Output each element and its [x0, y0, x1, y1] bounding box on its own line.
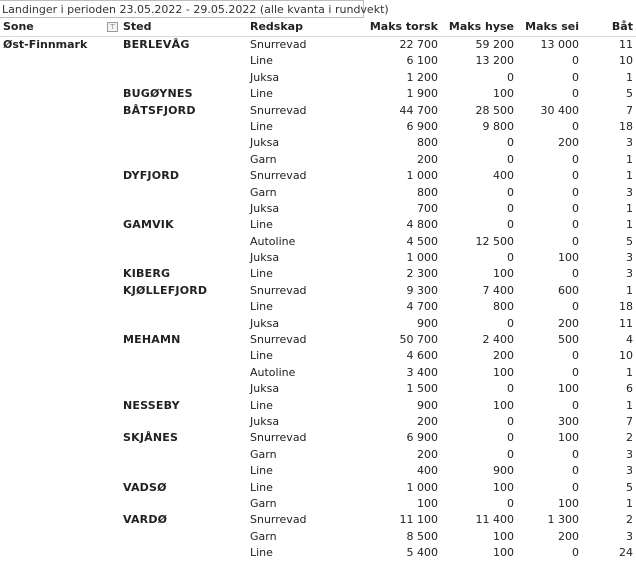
cell-maks-sei: 0: [572, 300, 579, 314]
cell-maks-torsk: 700: [417, 201, 438, 215]
cell-maks-sei: 0: [572, 398, 579, 412]
cell-sted: SKJÅNES: [123, 431, 179, 445]
table-row: [0, 365, 636, 381]
cell-maks-hyse: 0: [507, 447, 514, 461]
cell-maks-sei: 100: [558, 496, 579, 510]
cell-maks-sei: 0: [572, 169, 579, 183]
cell-bat: 1: [626, 218, 633, 232]
cell-bat: 1: [626, 201, 633, 215]
cell-maks-hyse: 900: [493, 464, 514, 478]
cell-redskap: Juksa: [250, 414, 280, 428]
table-row: [0, 430, 636, 446]
cell-maks-sei: 0: [572, 480, 579, 494]
cell-sted: MEHAMN: [123, 333, 181, 347]
cell-redskap: Juksa: [250, 136, 280, 150]
cell-maks-hyse: 800: [493, 300, 514, 314]
cell-bat: 1: [626, 365, 633, 379]
table-row: [0, 119, 636, 135]
cell-bat: 6: [626, 382, 633, 396]
cell-bat: 7: [626, 103, 633, 117]
table-row: [0, 152, 636, 168]
cell-redskap: Line: [250, 398, 273, 412]
cell-bat: 3: [626, 529, 633, 543]
table-row: [0, 103, 636, 119]
cell-redskap: Juksa: [250, 201, 280, 215]
cell-maks-hyse: 100: [493, 480, 514, 494]
cell-maks-torsk: 1 000: [406, 169, 438, 183]
cell-redskap: Line: [250, 480, 273, 494]
cell-maks-torsk: 6 100: [406, 54, 438, 68]
table-row: [0, 545, 636, 561]
cell-bat: 1: [626, 398, 633, 412]
column-header-maks-sei[interactable]: Maks sei: [525, 20, 579, 33]
cell-redskap: Garn: [250, 496, 277, 510]
cell-maks-sei: 200: [558, 316, 579, 330]
cell-maks-torsk: 6 900: [406, 119, 438, 133]
cell-maks-torsk: 2 300: [406, 267, 438, 281]
cell-maks-hyse: 0: [507, 185, 514, 199]
cell-maks-torsk: 50 700: [399, 333, 438, 347]
cell-redskap: Garn: [250, 529, 277, 543]
cell-maks-hyse: 7 400: [482, 283, 514, 297]
table-row: [0, 512, 636, 528]
cell-maks-torsk: 800: [417, 185, 438, 199]
cell-redskap: Line: [250, 119, 273, 133]
cell-maks-torsk: 8 500: [406, 529, 438, 543]
cell-maks-torsk: 22 700: [399, 38, 438, 51]
cell-redskap: Snurrevad: [250, 283, 307, 297]
cell-maks-torsk: 3 400: [406, 365, 438, 379]
cell-bat: 10: [619, 54, 633, 68]
table-row: [0, 53, 636, 69]
cell-maks-hyse: 11 400: [475, 513, 514, 527]
cell-maks-hyse: 2 400: [482, 333, 514, 347]
cell-redskap: Juksa: [250, 316, 280, 330]
cell-maks-sei: 100: [558, 431, 579, 445]
cell-maks-hyse: 0: [507, 201, 514, 215]
cell-bat: 1: [626, 496, 633, 510]
cell-sted: BERLEVÅG: [123, 38, 190, 51]
cell-redskap: Autoline: [250, 365, 296, 379]
cell-bat: 1: [626, 169, 633, 183]
cell-maks-hyse: 100: [493, 398, 514, 412]
cell-bat: 18: [619, 300, 633, 314]
cell-bat: 3: [626, 185, 633, 199]
cell-maks-sei: 200: [558, 136, 579, 150]
column-header-sted[interactable]: Sted: [123, 20, 152, 33]
cell-maks-sei: 0: [572, 70, 579, 84]
cell-bat: 3: [626, 267, 633, 281]
cell-bat: 7: [626, 414, 633, 428]
cell-bat: 5: [626, 234, 633, 248]
cell-sted: KJØLLEFJORD: [123, 283, 208, 297]
title-row: [0, 0, 636, 19]
cell-maks-sei: 100: [558, 251, 579, 265]
cell-bat: 1: [626, 70, 633, 84]
cell-maks-sei: 0: [572, 349, 579, 363]
cell-maks-hyse: 0: [507, 251, 514, 265]
cell-maks-sei: 200: [558, 529, 579, 543]
cell-maks-hyse: 0: [507, 382, 514, 396]
cell-redskap: Line: [250, 300, 273, 314]
table-row: [0, 496, 636, 512]
cell-maks-torsk: 9 300: [406, 283, 438, 297]
cell-sted: KIBERG: [123, 267, 171, 281]
filter-icon[interactable]: ⊤: [107, 22, 118, 32]
cell-maks-hyse: 100: [493, 267, 514, 281]
cell-maks-hyse: 200: [493, 349, 514, 363]
table-row: [0, 201, 636, 217]
cell-maks-sei: 500: [558, 333, 579, 347]
cell-maks-hyse: 0: [507, 316, 514, 330]
cell-bat: 3: [626, 464, 633, 478]
cell-redskap: Snurrevad: [250, 169, 307, 183]
cell-bat: 11: [619, 38, 633, 51]
table-row: [0, 86, 636, 102]
column-header-sone[interactable]: Sone: [3, 20, 34, 33]
cell-bat: 2: [626, 431, 633, 445]
cell-maks-sei: 0: [572, 464, 579, 478]
cell-maks-torsk: 1 000: [406, 251, 438, 265]
cell-sted: VADSØ: [123, 480, 167, 494]
cell-maks-sei: 100: [558, 382, 579, 396]
cell-bat: 5: [626, 480, 633, 494]
cell-bat: 18: [619, 119, 633, 133]
table-row: [0, 529, 636, 545]
cell-maks-hyse: 59 200: [475, 38, 514, 51]
title-cell: [0, 0, 389, 18]
cell-maks-hyse: 0: [507, 136, 514, 150]
cell-maks-torsk: 1 900: [406, 87, 438, 101]
cell-maks-hyse: 0: [507, 218, 514, 232]
column-header-maks-hyse[interactable]: Maks hyse: [448, 20, 514, 33]
cell-maks-hyse: 100: [493, 529, 514, 543]
cell-maks-torsk: 900: [417, 398, 438, 412]
cell-maks-torsk: 11 100: [399, 513, 438, 527]
cell-maks-torsk: 1 200: [406, 70, 438, 84]
cell-maks-torsk: 4 500: [406, 234, 438, 248]
cell-maks-sei: 0: [572, 234, 579, 248]
cell-bat: 2: [626, 513, 633, 527]
cell-maks-torsk: 4 600: [406, 349, 438, 363]
cell-maks-torsk: 5 400: [406, 546, 438, 560]
cell-maks-sei: 0: [572, 546, 579, 560]
cell-maks-torsk: 44 700: [399, 103, 438, 117]
cell-maks-sei: 0: [572, 218, 579, 232]
cell-maks-hyse: 12 500: [475, 234, 514, 248]
cell-maks-sei: 0: [572, 267, 579, 281]
cell-maks-sei: 0: [572, 365, 579, 379]
cell-redskap: Snurrevad: [250, 103, 307, 117]
table-row: [0, 480, 636, 496]
cell-maks-hyse: 100: [493, 365, 514, 379]
cell-redskap: Line: [250, 87, 273, 101]
cell-maks-torsk: 4 700: [406, 300, 438, 314]
cell-maks-hyse: 100: [493, 87, 514, 101]
cell-redskap: Snurrevad: [250, 333, 307, 347]
cell-maks-torsk: 1 500: [406, 382, 438, 396]
table-row: [0, 37, 636, 53]
table-row: [0, 316, 636, 332]
cell-redskap: Garn: [250, 152, 277, 166]
cell-bat: 5: [626, 87, 633, 101]
cell-bat: 3: [626, 447, 633, 461]
cell-redskap: Snurrevad: [250, 431, 307, 445]
cell-bat: 10: [619, 349, 633, 363]
cell-bat: 1: [626, 283, 633, 297]
cell-redskap: Juksa: [250, 251, 280, 265]
cell-sted: VARDØ: [123, 513, 168, 527]
table-row: [0, 70, 636, 86]
cell-sted: NESSEBY: [123, 398, 180, 412]
column-header-redskap[interactable]: Redskap: [250, 20, 303, 33]
cell-sone: Øst-Finnmark: [3, 38, 88, 51]
cell-sted: GAMVIK: [123, 218, 174, 232]
table-body: [0, 37, 636, 562]
cell-maks-hyse: 0: [507, 496, 514, 510]
cell-redskap: Line: [250, 546, 273, 560]
table-header: [0, 19, 636, 36]
cell-bat: 3: [626, 251, 633, 265]
cell-maks-sei: 0: [572, 54, 579, 68]
cell-maks-torsk: 200: [417, 152, 438, 166]
cell-maks-hyse: 400: [493, 169, 514, 183]
table-row: [0, 168, 636, 184]
cell-redskap: Garn: [250, 447, 277, 461]
cell-bat: 4: [626, 333, 633, 347]
cell-sted: DYFJORD: [123, 169, 180, 183]
cell-sted: BÅTSFJORD: [123, 103, 196, 117]
cell-redskap: Line: [250, 464, 273, 478]
table-row: [0, 398, 636, 414]
cell-maks-sei: 1 300: [547, 513, 579, 527]
cell-redskap: Juksa: [250, 70, 280, 84]
table-row: [0, 250, 636, 266]
table-row: [0, 381, 636, 397]
table-row: [0, 447, 636, 463]
cell-redskap: Snurrevad: [250, 38, 307, 51]
cell-maks-sei: 13 000: [540, 38, 579, 51]
cell-maks-hyse: 100: [493, 546, 514, 560]
table-row: [0, 266, 636, 282]
cell-maks-sei: 0: [572, 152, 579, 166]
cell-maks-torsk: 900: [417, 316, 438, 330]
cell-maks-hyse: 0: [507, 431, 514, 445]
cell-bat: 24: [619, 546, 633, 560]
cell-redskap: Snurrevad: [250, 513, 307, 527]
cell-redskap: Autoline: [250, 234, 296, 248]
cell-maks-torsk: 4 800: [406, 218, 438, 232]
table-row: [0, 463, 636, 479]
column-header-bat[interactable]: Båt: [611, 20, 633, 33]
cell-maks-sei: 600: [558, 283, 579, 297]
cell-maks-sei: 0: [572, 447, 579, 461]
cell-redskap: Line: [250, 54, 273, 68]
cell-bat: 1: [626, 152, 633, 166]
cell-redskap: Garn: [250, 185, 277, 199]
cell-redskap: Line: [250, 267, 273, 281]
cell-redskap: Juksa: [250, 382, 280, 396]
cell-maks-hyse: 28 500: [475, 103, 514, 117]
cell-maks-hyse: 13 200: [475, 54, 514, 68]
cell-maks-hyse: 0: [507, 414, 514, 428]
cell-maks-torsk: 200: [417, 447, 438, 461]
cell-maks-sei: 30 400: [540, 103, 579, 117]
cell-maks-torsk: 1 000: [406, 480, 438, 494]
cell-maks-torsk: 100: [417, 496, 438, 510]
table-row: [0, 299, 636, 315]
cell-maks-sei: 0: [572, 201, 579, 215]
cell-maks-torsk: 800: [417, 136, 438, 150]
cell-maks-sei: 0: [572, 119, 579, 133]
table-row: [0, 414, 636, 430]
table-row: [0, 283, 636, 299]
table-row: [0, 185, 636, 201]
cell-maks-torsk: 400: [417, 464, 438, 478]
table-row: [0, 332, 636, 348]
report-title: Landinger i perioden 23.05.2022 - 29.05.2022 (alle kvanta i rundvekt): [2, 3, 389, 16]
cell-maks-sei: 0: [572, 185, 579, 199]
table-row: [0, 348, 636, 364]
cell-redskap: Line: [250, 349, 273, 363]
cell-maks-hyse: 0: [507, 70, 514, 84]
cell-maks-torsk: 200: [417, 414, 438, 428]
cell-bat: 11: [619, 316, 633, 330]
cell-maks-sei: 0: [572, 87, 579, 101]
cell-maks-hyse: 0: [507, 152, 514, 166]
cell-maks-hyse: 9 800: [482, 119, 514, 133]
cell-redskap: Line: [250, 218, 273, 232]
cell-maks-torsk: 6 900: [406, 431, 438, 445]
cell-maks-sei: 300: [558, 414, 579, 428]
cell-bat: 3: [626, 136, 633, 150]
table-row: [0, 217, 636, 233]
table-row: [0, 135, 636, 151]
table-row: [0, 234, 636, 250]
cell-sted: BUGØYNES: [123, 87, 193, 101]
column-header-maks-torsk[interactable]: Maks torsk: [369, 20, 438, 33]
